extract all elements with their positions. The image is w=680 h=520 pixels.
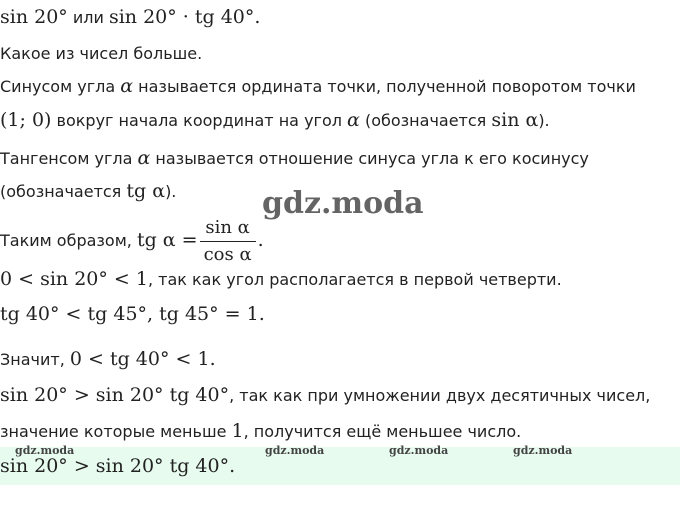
answer-math: sin 20° > sin 20° tg 40°.: [0, 455, 236, 477]
tg-def-text-4: ).: [165, 182, 177, 201]
sin-def-text-5: ).: [538, 111, 550, 130]
header-expression-1: sin 20°: [0, 6, 68, 28]
step-2-line: [0, 303, 265, 326]
sin-definition-line-2: [0, 109, 550, 132]
step-1-math: 0 < sin 20° < 1: [0, 268, 148, 290]
step-1-text: , так как угол располагается в первой четверти.: [147, 270, 562, 289]
sin-def-text-2: называется ордината точки, полученной поворотом точки: [133, 77, 636, 96]
fraction-numerator: sin α: [200, 217, 256, 242]
step-2-math: tg 40° < tg 45°, tg 45° = 1.: [0, 303, 265, 325]
formula-end: .: [257, 229, 264, 251]
tg-definition-line-1: [0, 147, 589, 170]
alpha-symbol: α: [120, 75, 134, 97]
tg-def-text-2: называется отношение синуса угла к его косинусу: [150, 149, 589, 168]
step-4-math: sin 20° > sin 20° tg 40°: [0, 384, 230, 406]
step-4-line-2: [0, 420, 521, 443]
watermark-small: gdz.moda: [15, 444, 75, 457]
sin-def-text-1: Синусом угла: [0, 77, 121, 96]
question-line: Какое из чисел больше.: [0, 44, 203, 63]
tangent-fraction: [200, 217, 256, 266]
step-1-line: [0, 268, 562, 291]
formula-lhs: tg α =: [136, 229, 198, 251]
tg-def-text-1: Тангенсом угла: [0, 149, 138, 168]
tg-def-text-3: (обозначается: [0, 182, 127, 201]
tg-notation: tg α: [126, 180, 166, 202]
step-4-line-1: [0, 384, 650, 407]
sin-def-text-3: вокруг начала координат на угол: [51, 111, 348, 130]
point-coordinates: (1; 0): [0, 109, 52, 131]
answer-line: [0, 455, 235, 478]
step-4-text-3: , получится ещё меньшее число.: [243, 422, 522, 441]
watermark-logo: gdz.moda: [262, 186, 424, 221]
header-line: [0, 6, 260, 29]
step-3-text: Значит,: [0, 350, 70, 369]
sin-definition-line-1: [0, 75, 636, 98]
step-4-text-2: значение которые меньше: [0, 422, 232, 441]
header-or: или: [67, 8, 109, 27]
watermark-small: gdz.moda: [389, 444, 449, 457]
fraction-denominator: cos α: [203, 244, 252, 265]
step-3-math: 0 < tg 40° < 1.: [69, 348, 216, 370]
watermark-small: gdz.moda: [265, 444, 325, 457]
watermark-small: gdz.moda: [513, 444, 573, 457]
tg-definition-line-2: [0, 180, 176, 203]
alpha-symbol: α: [137, 147, 151, 169]
step-4-one: 1: [231, 420, 244, 442]
sin-notation: sin α: [491, 109, 539, 131]
step-3-line: [0, 348, 216, 371]
sin-def-text-4: (обозначается: [359, 111, 492, 130]
formula-line: [0, 214, 264, 267]
header-expression-2: sin 20° · tg 40°.: [108, 6, 261, 28]
step-4-text: , так как при умножении двух десятичных чисел,: [229, 386, 651, 405]
alpha-symbol: α: [347, 109, 360, 131]
formula-prefix: Таким образом,: [0, 231, 137, 250]
